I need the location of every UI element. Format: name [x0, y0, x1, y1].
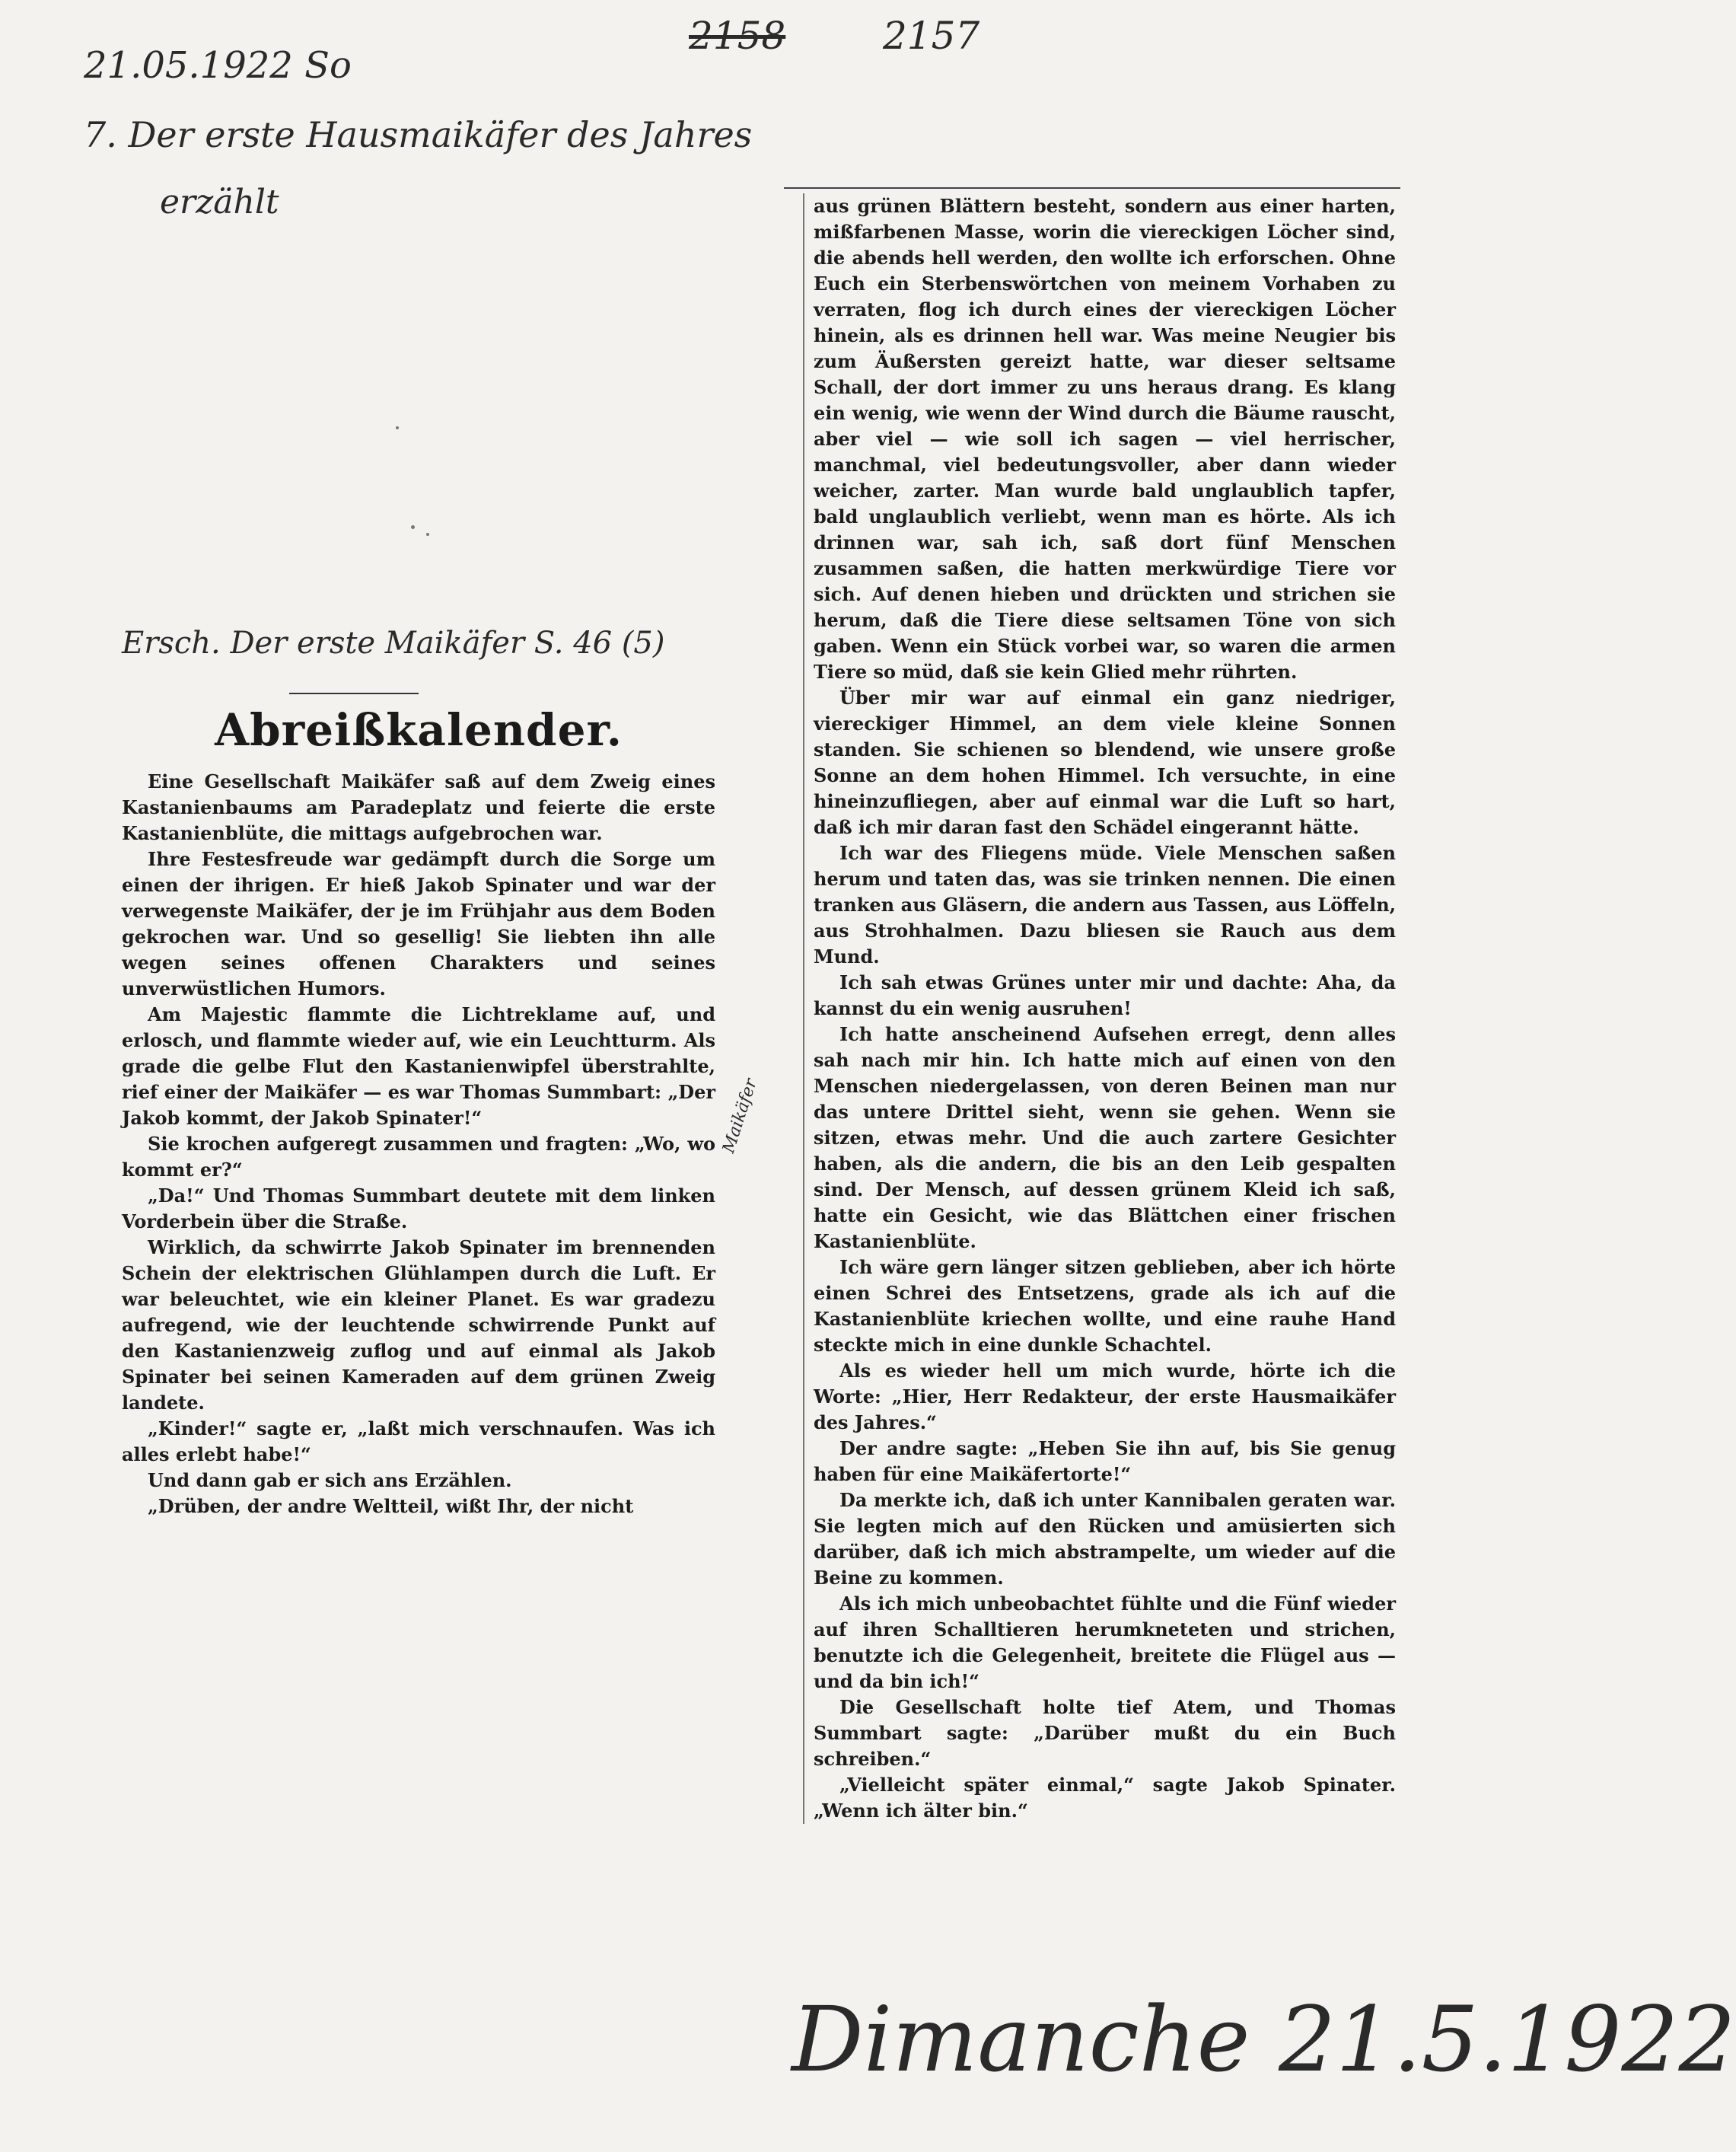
- handwritten-source: Ersch. Der erste Maikäfer S. 46 (5): [122, 626, 665, 661]
- handwritten-date: 21.05.1922 So: [84, 44, 352, 87]
- handwritten-bottom-date: Dimanche 21.5.1922: [792, 1987, 1736, 2092]
- paragraph: „Vielleicht später einmal,“ sagte Jakob Spinater. „Wenn ich älter bin.“: [814, 1774, 1396, 1822]
- paragraph: aus grünen Blättern besteht, sondern aus einer harten, mißfarbenen Masse, worin die viereckigen Löcher sind, die abends hell werden, den wollte ich erforschen. Ohne Euch ein Sterbenswörtchen von meinem Vorhaben zu verraten, flog ich durch eines der viereckigen Löcher hinein, als es drinnen hell war. Was meine Neugier bis zum Äußersten gereizt hatte, war dieser seltsame Schall, der dort immer zu uns heraus drang. Es klang ein wenig, wie wenn der Wind durch die Bäume rauscht, aber viel — wie soll ich sagen — viel herrischer, manchmal, viel bedeutungsvoller, aber dann wieder weicher, zarter. Man wurde bald unglaublich tapfer, bald unglaublich verliebt, wenn man es hörte. Als ich drinnen war, sah ich, saß dort fünf Menschen zusammen saßen, die hatten merkwürdige Tiere vor sich. Auf denen hieben und drückten und strichen sie herum, daß die Tiere diese seltsamen Töne von sich gaben. Wenn ein Stück vorbei war, so waren die armen Tiere so müd, daß sie kein Glied mehr rührten.: [814, 195, 1396, 683]
- paragraph: „Drüben, der andre Weltteil, wißt Ihr, der nicht: [148, 1495, 634, 1517]
- paragraph: Ich war des Fliegens müde. Viele Menschen saßen herum und taten das, was sie trinken nennen. Die einen tranken aus Gläsern, die andern aus Tassen, aus Löffeln, aus Strohhalmen. Dazu bliesen sie Rauch aus dem Mund.: [814, 842, 1396, 968]
- column-top-rule: [784, 187, 1400, 189]
- paragraph: Ich hatte anscheinend Aufsehen erregt, denn alles sah nach mir hin. Ich hatte mich auf einen von den Menschen niedergelassen, von deren Beinen man nur das untere Drittel sieht, wenn sie gehen. Wenn sie sitzen, etwas mehr. Und die auch zartere Gesichter haben, als die andern, die bis an den Leib gespalten sind. Der Mensch, auf dessen grünem Kleid ich saß, hatte ein Gesicht, wie das Blättchen einer frischen Kastanienblüte.: [814, 1023, 1396, 1252]
- paragraph: Da merkte ich, daß ich unter Kannibalen geraten war. Sie legten mich auf den Rücken und amüsierten sich darüber, daß ich mich abstrampelte, um wieder auf die Beine zu kommen.: [814, 1489, 1396, 1589]
- paragraph: Ihre Festesfreude war gedämpft durch die Sorge um einen der ihrigen. Er hieß Jakob Spinater und war der verwegenste Maikäfer, der je im Frühjahr aus dem Boden gekrochen war. Und so gesellig! Sie liebten ihn alle wegen seines offenen Charakters und seines unverwüstlichen Humors.: [122, 848, 715, 999]
- paragraph: Ich sah etwas Grünes unter mir und dachte: Aha, da kannst du ein wenig ausruhen!: [814, 971, 1396, 1019]
- paragraph: Über mir war auf einmal ein ganz niedriger, viereckiger Himmel, an dem viele kleine Sonnen standen. Sie schienen so blendend, wie unsere große Sonne an dem hohen Himmel. Ich versuchte, in eine hineinzufliegen, aber auf einmal war die Luft so hart, daß ich mir daran fast den Schädel eingerannt hätte.: [814, 687, 1396, 838]
- paragraph: Als ich mich unbeobachtet fühlte und die Fünf wieder auf ihren Schalltieren herumkneteten und strichen, benutzte ich die Gelegenheit, breitete die Flügel aus — und da bin ich!“: [814, 1592, 1396, 1692]
- paragraph: Die Gesellschaft holte tief Atem, und Thomas Summbart sagte: „Darüber mußt du ein Buch schreiben.“: [814, 1696, 1396, 1770]
- paragraph: Als es wieder hell um mich wurde, hörte ich die Worte: „Hier, Herr Redakteur, der erste Hausmaikäfer des Jahres.“: [814, 1360, 1396, 1433]
- handwritten-margin-note: Maikäfer: [719, 1076, 761, 1156]
- paragraph: Ich wäre gern länger sitzen geblieben, aber ich hörte einen Schrei des Entsetzens, grade als ich auf die Kastanienblüte kriechen wollte, und eine rauhe Hand steckte mich in eine dunkle Schachtel.: [814, 1256, 1396, 1356]
- handwritten-code-struck: 2158: [689, 14, 786, 58]
- paragraph: Am Majestic flammte die Lichtreklame auf, und erlosch, und flammte wieder auf, wie ein Leuchtturm. Als grade die gelbe Flut den Kastanienwipfel überstrahlte, rief einer der Maikäfer — es war Thomas Summbart: „Der Jakob kommt, der Jakob Spinater!“: [122, 1003, 715, 1129]
- handwritten-note-line2: erzählt: [160, 183, 279, 222]
- headline-rule: [289, 693, 419, 694]
- handwritten-code: 2157: [883, 14, 980, 58]
- paragraph: Wirklich, da schwirrte Jakob Spinater im brennenden Schein der elektrischen Glühlampen durch die Luft. Er war beleuchtet, wie ein kleiner Planet. Es war gradezu aufregend, wie der leuchtende schwirrende Punkt auf den Kastanienzweig zuflog und auf einmal als Jakob Spinater bei seinen Kameraden auf dem grünen Zweig landete.: [122, 1236, 715, 1414]
- article-column-left: [122, 769, 715, 1519]
- handwritten-note-line1: 7. Der erste Hausmaikäfer des Jahres: [84, 114, 753, 155]
- paragraph: „Kinder!“ sagte er, „laßt mich verschnaufen. Was ich alles erlebt habe!“: [122, 1417, 715, 1465]
- paragraph: Eine Gesellschaft Maikäfer saß auf dem Zweig eines Kastanienbaums am Paradeplatz und feierte die erste Kastanienblüte, die mittags aufgebrochen war.: [122, 770, 715, 844]
- scan-speck: [426, 533, 429, 536]
- scan-speck: [396, 426, 399, 429]
- paragraph: Der andre sagte: „Heben Sie ihn auf, bis Sie genug haben für eine Maikäfertorte!“: [814, 1437, 1396, 1485]
- paragraph: Und dann gab er sich ans Erzählen.: [148, 1469, 512, 1491]
- scan-speck: [411, 525, 415, 529]
- paragraph: Sie krochen aufgeregt zusammen und fragten: „Wo, wo kommt er?“: [122, 1133, 715, 1181]
- article-column-right: [803, 193, 1396, 1824]
- article-headline: Abreißkalender.: [215, 704, 623, 756]
- paragraph: „Da!“ Und Thomas Summbart deutete mit dem linken Vorderbein über die Straße.: [122, 1184, 715, 1232]
